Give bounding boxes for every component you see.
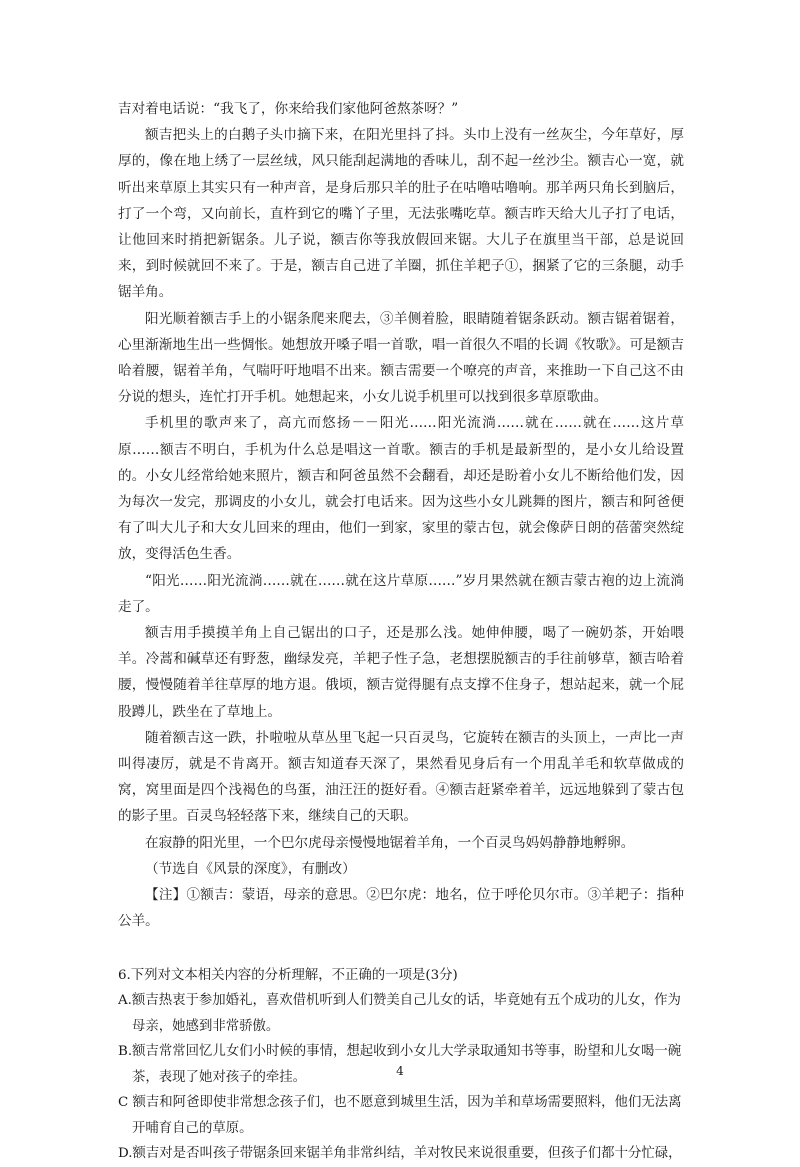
article-body [118, 96, 684, 935]
document-page [118, 96, 684, 1167]
paragraph-3: 手机里的歌声来了，高亢而悠扬－－阳光……阳光流淌……就在……就在……这片草原……额吉不明白，手机为什么总是唱这一首歌。额吉的手机是最新型的，是小女儿给设置的。小女儿经常给她来照片，额吉和阿爸虽然不会翻看，却还是盼着小女儿不断给他们发，因为每次一发完，那调皮的小女儿，就会打电话来。因为这些小女儿跳舞的图片，额吉和阿爸便有了叫大儿子和大女儿回来的理由，他们一到家，家里的蒙古包，就会像萨日朗的蓓蕾突然绽放，变得活色生香。 [118, 415, 684, 563]
paragraph-7: 在寂静的阳光里，一个巴尔虎母亲慢慢地锯着羊角，一个百灵鸟妈妈静静地孵卵。 [145, 834, 635, 851]
option-d: D.额吉对是否叫孩子带锯条回来锯羊角非常纠结，羊对牧民来说很重要，但孩子们都十分忙碌， [118, 1146, 682, 1161]
question-stem: 6.下列对文本相关内容的分析理解，不正确的一项是(3分) [118, 967, 458, 983]
paragraph-0: 吉对着电话说：“我飞了，你来给我们家他阿爸熬茶呀？” [118, 101, 459, 117]
paragraph-6: 随着额吉这一跌，扑啦啦从草丛里飞起一只百灵鸟，它旋转在额吉的头顶上，一声比一声叫得凄厉，就是不肯离开。额吉知道春天深了，果然看见身后有一个用乱羊毛和软草做成的窝，窝里面是四个浅褐色的鸟蛋，油汪汪的挺好看。④额吉赶紧牵着羊，远远地躲到了蒙古包的影子里。百灵鸟轻轻落下来，继续自己的天职。 [118, 729, 684, 825]
option-b: B.额吉常常回忆儿女们小时候的事情，想起收到小女儿大学录取通知书等事，盼望和儿女喝一碗茶，表现了她对孩子的牵挂。 [118, 1044, 682, 1085]
paragraph-4: “阳光……阳光流淌……就在……就在这片草原……”岁月果然就在额吉蒙古袍的边上流淌走了。 [118, 572, 684, 615]
page-number: 4 [396, 1064, 404, 1078]
paragraph-2: 阳光顺着额吉手上的小锯条爬来爬去，③羊侧着脸，眼睛随着锯条跃动。额吉锯着锯着，心里渐渐地生出一些惆怅。她想放开嗓子唱一首歌，唱一首很久不唱的长调《牧歌》。可是额吉哈着腰，锯着羊角，气喘吁吁地唱不出来。额吉需要一个嘹亮的声音，来推助一下自己这不由分说的想头，连忙打开手机。她想起来，小女儿说手机里可以找到很多草原歌曲。 [118, 310, 684, 406]
footnote: 【注】①额吉：蒙语，母亲的意思。②巴尔虎：地名，位于呼伦贝尔市。③羊耙子：指种公羊。 [118, 887, 684, 930]
option-a: A.额吉热衷于参加婚礼，喜欢借机听到人们赞美自己儿女的话，毕竟她有五个成功的儿女，作为母亲，她感到非常骄傲。 [118, 993, 681, 1034]
paragraph-1: 额吉把头上的白鹅子头巾摘下来，在阳光里抖了抖。头巾上没有一丝灰尘，今年草好，厚厚的，像在地上绣了一层丝绒，风只能刮起满地的香味儿，刮不起一丝沙尘。额吉心一宽，就听出来草原上其实只有一种声音，是身后那只羊的肚子在咕噜咕噜响。那羊两只角长到脑后，打了一个弯，又向前长，直杵到它的嘴丫子里，无法张嘴吃草。额吉昨天给大儿子打了电话，让他回来时捎把新锯条。儿子说，额吉你等我放假回来锯。大儿子在旗里当干部，总是说回来，到时候就回不来了。于是，额吉自己进了羊圈，抓住羊耙子①，捆紧了它的三条腿，动手锯羊角。 [118, 127, 684, 301]
paragraph-5: 额吉用手摸摸羊角上自己锯出的口子，还是那么浅。她伸伸腰，喝了一碗奶茶，开始喂羊。冷蒿和碱草还有野葱，幽绿发亮，羊耙子性子急，老想摆脱额吉的手往前够草，额吉哈着腰，慢慢随着羊往草厚的地方退。俄顷，额吉觉得腿有点支撑不住身子，想站起来，就一个屁股蹲儿，跌坐在了草地上。 [118, 625, 684, 720]
option-c: C 额吉和阿爸即使非常想念孩子们，也不愿意到城里生活，因为羊和草场需要照料，他们无法离开哺育自己的草原。 [118, 1095, 682, 1136]
section-gap [118, 935, 684, 963]
source-note: （节选自《风景的深度》，有删改） [145, 860, 356, 877]
